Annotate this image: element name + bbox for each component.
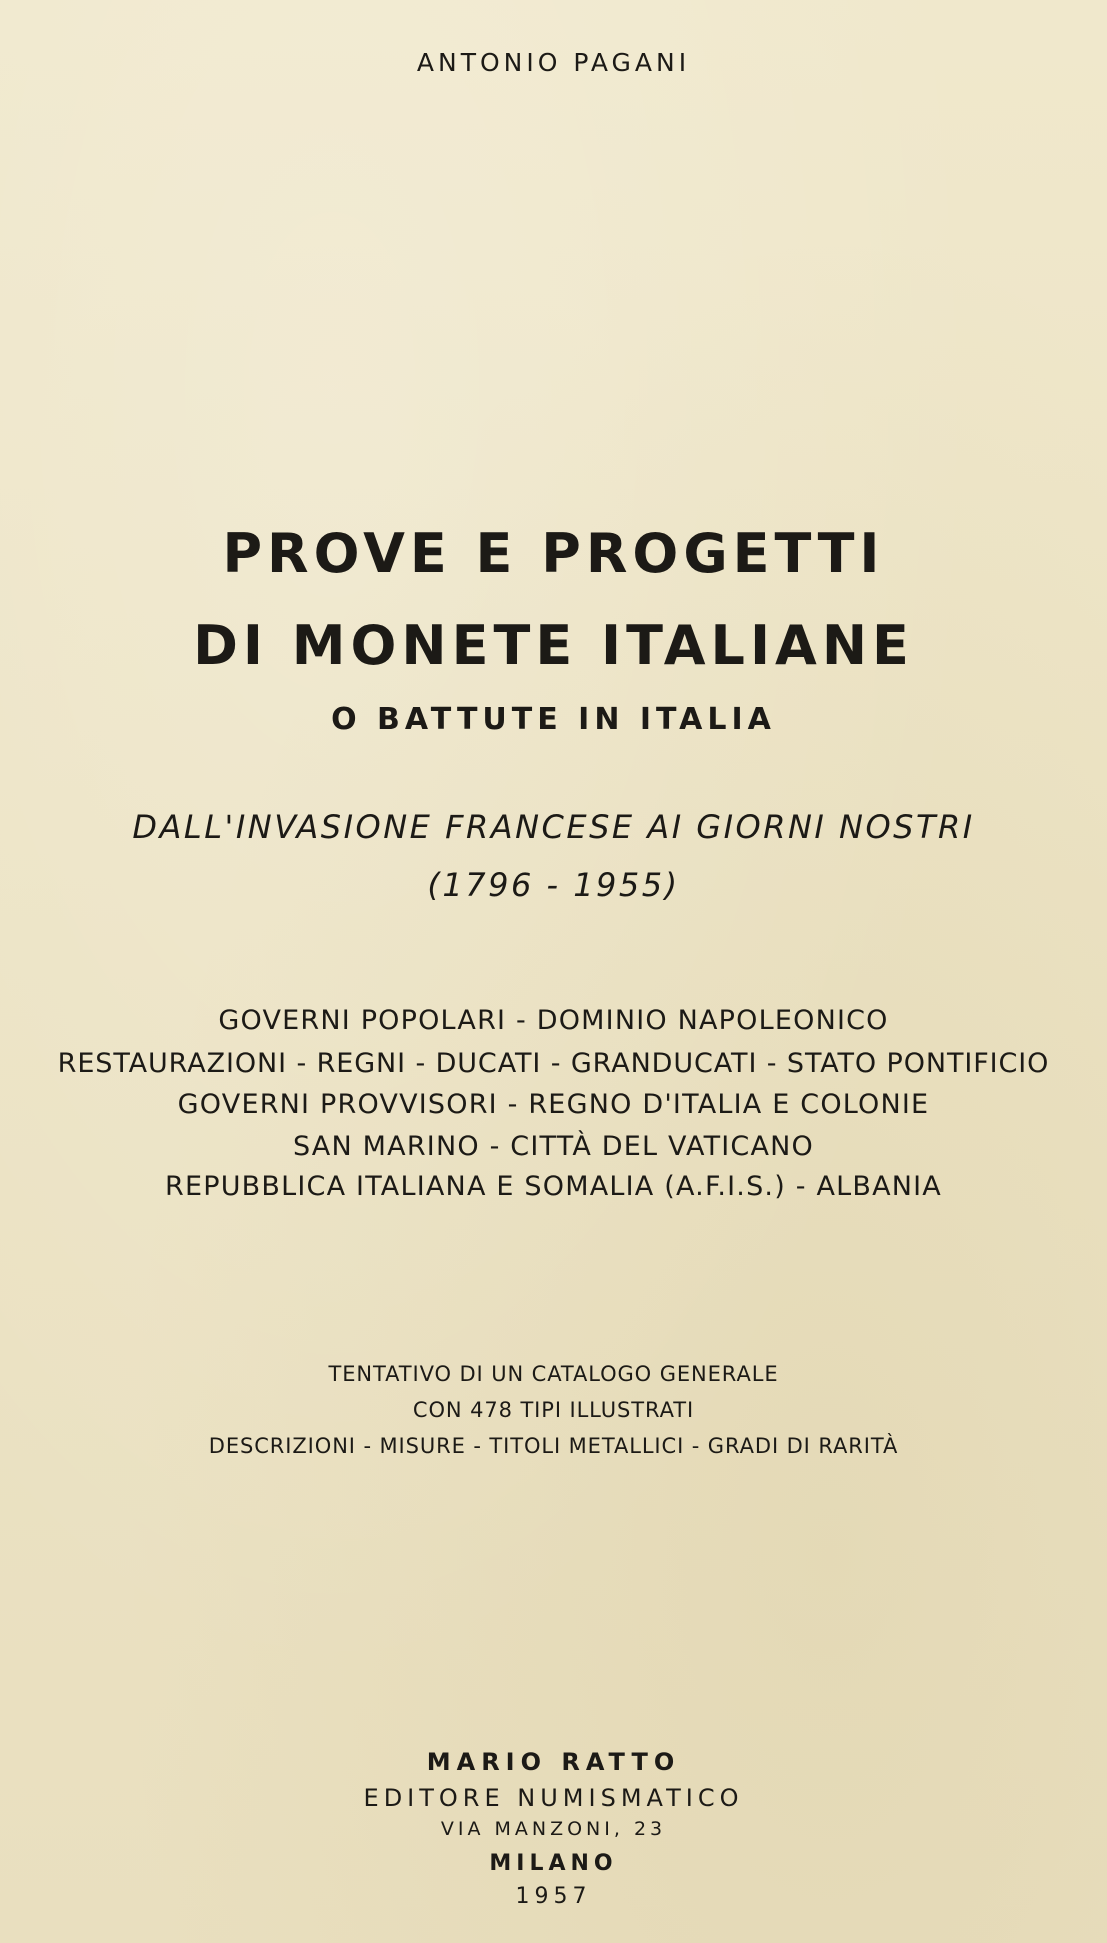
publisher-role: EDITORE NUMISMATICO [363, 1784, 744, 1812]
catalogue-line-2: CON 478 TIPI ILLUSTRATI [412, 1398, 695, 1422]
catalogue-line-3: DESCRIZIONI - MISURE - TITOLI METALLICI - GRADI DI RARITÀ [208, 1434, 899, 1458]
publisher-address: VIA MANZONI, 23 [440, 1818, 667, 1840]
regions-line-1: GOVERNI POPOLARI - DOMINIO NAPOLEONICO [218, 1005, 889, 1036]
publisher-name: MARIO RATTO [426, 1748, 681, 1776]
regions-line-2: RESTAURAZIONI - REGNI - DUCATI - GRANDUCATI - STATO PONTIFICIO [57, 1048, 1050, 1079]
regions-line-5: REPUBBLICA ITALIANA E SOMALIA (A.F.I.S.) - ALBANIA [165, 1171, 942, 1202]
book-title-line-2: DI MONETE ITALIANE [193, 614, 914, 677]
catalogue-line-1: TENTATIVO DI UN CATALOGO GENERALE [328, 1362, 779, 1386]
period-years: (1796 - 1955) [427, 866, 680, 904]
publisher-city: MILANO [489, 1851, 618, 1876]
publication-year: 1957 [515, 1884, 592, 1909]
regions-line-3: GOVERNI PROVVISORI - REGNO D'ITALIA E COLONIE [177, 1089, 930, 1120]
period-description: DALL'INVASIONE FRANCESE AI GIORNI NOSTRI [132, 808, 975, 846]
book-title-line-1: PROVE E PROGETTI [222, 522, 885, 585]
regions-line-4: SAN MARINO - CITTÀ DEL VATICANO [292, 1131, 815, 1162]
author-name: ANTONIO PAGANI [416, 48, 691, 77]
book-subtitle: O BATTUTE IN ITALIA [331, 702, 776, 737]
